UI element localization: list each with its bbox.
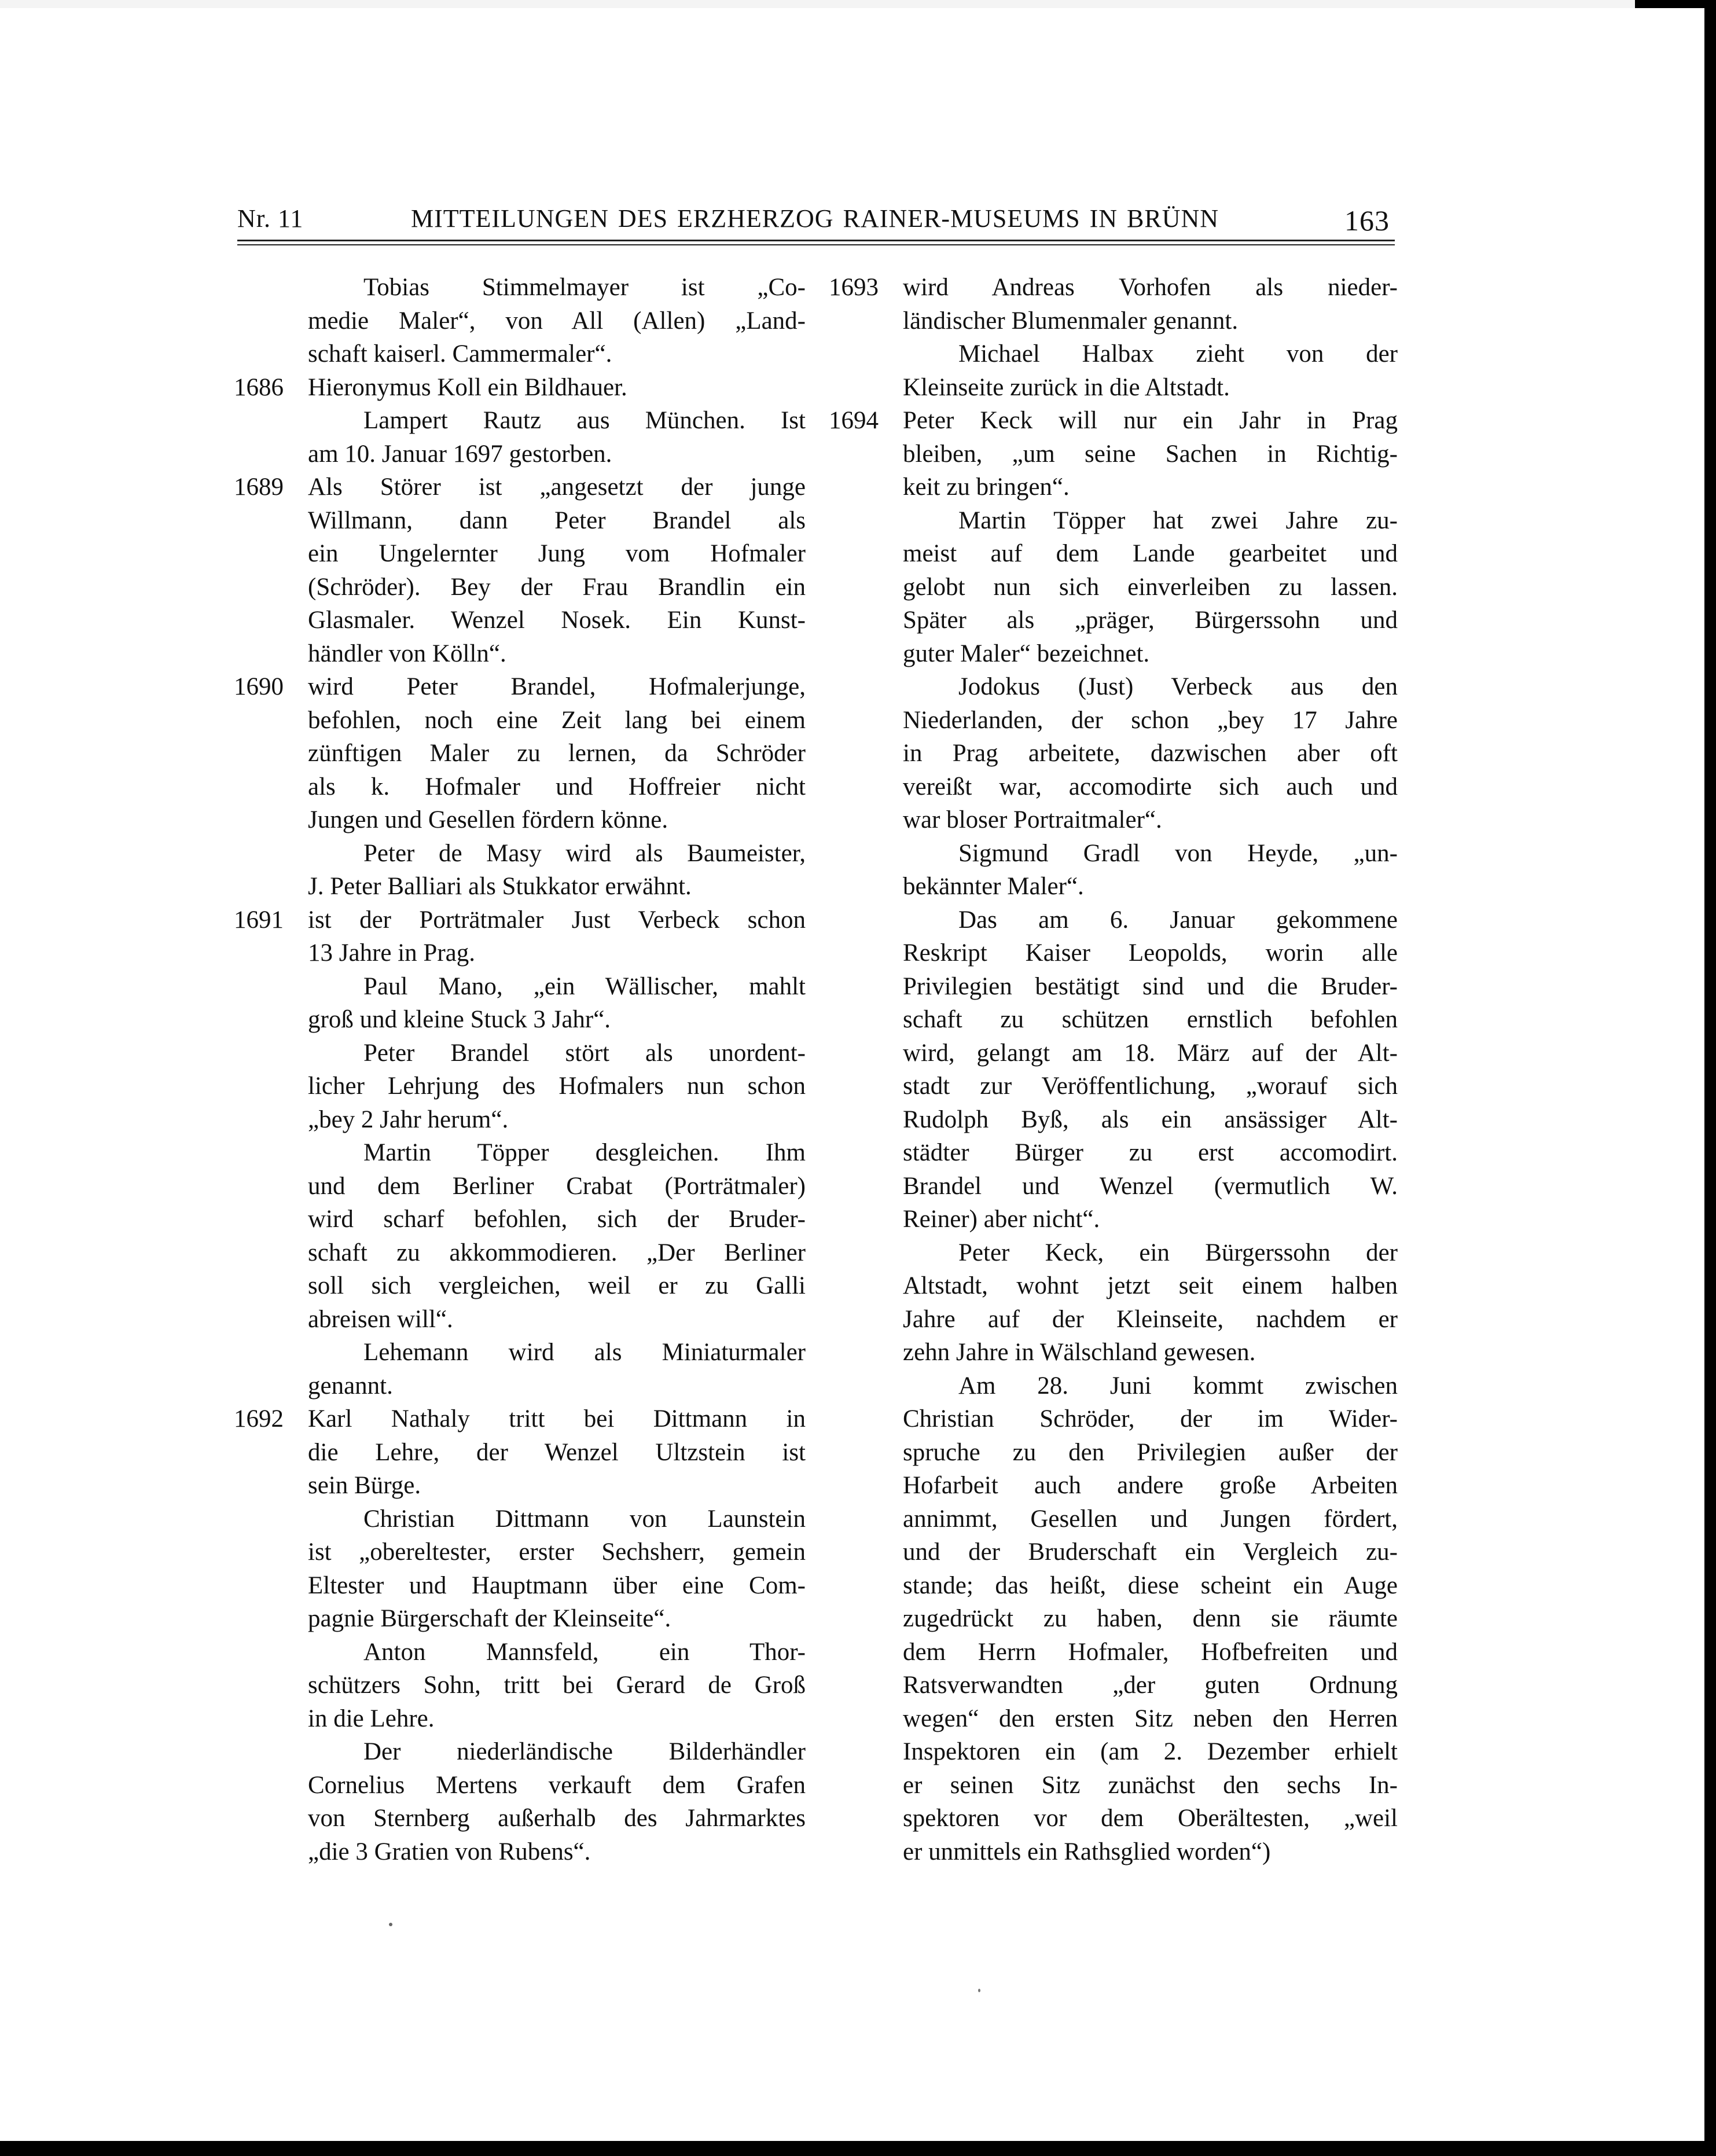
text-line: zehn Jahre in Wälschland gewesen. [903, 1339, 1256, 1366]
text-line: Jungen und Gesellen fördern könne. [308, 806, 668, 833]
text-line: in Prag arbeitete, dazwischen aber oft [903, 740, 1398, 767]
text-line: Sigmund Gradl von Heyde, „un- [958, 839, 1398, 867]
text-line: Martin Töpper hat zwei Jahre zu- [958, 506, 1398, 534]
right-column [829, 271, 1398, 1868]
text-line: wegen“ den ersten Sitz neben den Herren [903, 1705, 1398, 1732]
text-entry [308, 1503, 806, 1636]
left-column [234, 271, 806, 1868]
text-line: genannt. [308, 1372, 393, 1400]
header-rule [237, 240, 1395, 245]
text-line: Ratsverwandten „der guten Ordnung [903, 1672, 1398, 1699]
year-marker: 1686 [234, 373, 284, 401]
text-entry [903, 1236, 1398, 1369]
text-entry [234, 670, 806, 837]
text-line: Lampert Rautz aus München. Ist [363, 407, 806, 434]
text-line: soll sich vergleichen, weil er zu Galli [308, 1272, 806, 1299]
text-line: ist der Porträtmaler Just Verbeck schon [308, 906, 806, 934]
text-entry [829, 271, 1398, 337]
text-line: Cornelius Mertens verkauft dem Grafen [308, 1771, 806, 1799]
scan-speck [978, 1989, 980, 1992]
text-line: groß und kleine Stuck 3 Jahr“. [308, 1006, 611, 1033]
text-line: Christian Schröder, der im Wider- [903, 1405, 1398, 1433]
text-line: in die Lehre. [308, 1705, 435, 1732]
text-line: und der Bruderschaft ein Vergleich zu- [903, 1538, 1398, 1566]
text-line: wird, gelangt am 18. März auf der Alt- [903, 1039, 1398, 1067]
text-entry [234, 471, 806, 670]
text-line: Hofarbeit auch andere große Arbeiten [903, 1472, 1398, 1499]
text-line: und dem Berliner Crabat (Porträtmaler) [308, 1172, 806, 1200]
text-line: keit zu bringen“. [903, 473, 1070, 501]
year-marker: 1690 [234, 673, 284, 700]
journal-title: MITTEILUNGEN DES ERZHERZOG RAINER-MUSEUMS IN BRÜNN [411, 204, 1219, 233]
year-marker: 1694 [829, 407, 879, 434]
text-line: Das am 6. Januar gekommene [958, 906, 1398, 934]
text-line: annimmt, Gesellen und Jungen fördert, [903, 1505, 1398, 1533]
text-line: händler von Kölln“. [308, 640, 506, 667]
text-entry [308, 1735, 806, 1868]
text-line: ländischer Blumenmaler genannt. [903, 307, 1239, 335]
text-line: meist auf dem Lande gearbeitet und [903, 540, 1398, 567]
text-entry [234, 371, 806, 405]
text-entry [903, 337, 1398, 404]
text-line: zünftigen Maler zu lernen, da Schröder [308, 740, 806, 767]
text-line: Paul Mano, „ein Wällischer, mahlt [363, 972, 806, 1000]
text-line: 13 Jahre in Prag. [308, 939, 475, 967]
year-marker: 1692 [234, 1405, 284, 1433]
text-line: städter Bürger zu erst accomodirt. [903, 1139, 1398, 1166]
scan-speck [389, 1923, 392, 1926]
text-line: Michael Halbax zieht von der [958, 340, 1398, 368]
text-line: war bloser Portraitmaler“. [903, 806, 1162, 833]
text-line: Niederlanden, der schon „bey 17 Jahre [903, 706, 1398, 734]
text-line: Tobias Stimmelmayer ist „Co- [363, 274, 806, 301]
text-entry [308, 404, 806, 471]
issue-number: Nr. 11 [237, 204, 304, 233]
text-line: wird Peter Brandel, Hofmalerjunge, [308, 673, 806, 700]
text-line: Lehemann wird als Miniaturmaler [363, 1339, 806, 1366]
text-entry [903, 903, 1398, 1236]
text-line: am 10. Januar 1697 gestorben. [308, 440, 612, 468]
year-marker: 1691 [234, 906, 284, 934]
text-line: zugedrückt zu haben, denn sie räumte [903, 1605, 1398, 1632]
text-line: schützers Sohn, tritt bei Gerard de Groß [308, 1672, 806, 1699]
text-line: schaft zu schützen ernstlich befohlen [903, 1006, 1398, 1033]
year-marker: 1689 [234, 473, 284, 501]
text-line: guter Maler“ bezeichnet. [903, 640, 1150, 667]
text-entry [903, 837, 1398, 903]
text-line: „die 3 Gratien von Rubens“. [308, 1838, 591, 1865]
text-line: Der niederländische Bilderhändler [363, 1738, 806, 1765]
text-line: Kleinseite zurück in die Altstadt. [903, 373, 1230, 401]
scan-bottom-edge [0, 2141, 1716, 2156]
year-marker: 1693 [829, 274, 879, 301]
text-line: medie Maler“, von All (Allen) „Land- [308, 307, 806, 335]
text-entry [903, 1369, 1398, 1869]
text-line: schaft kaiserl. Cammermaler“. [308, 340, 612, 368]
text-line: Christian Dittmann von Launstein [363, 1505, 806, 1533]
text-line: Anton Mannsfeld, ein Thor- [363, 1638, 806, 1666]
text-line: abreisen will“. [308, 1305, 453, 1333]
text-line: Peter Brandel stört als unordent- [363, 1039, 806, 1067]
text-line: von Sternberg außerhalb des Jahrmarktes [308, 1805, 806, 1832]
text-entry [308, 1636, 806, 1736]
text-entry [829, 404, 1398, 504]
text-entry [308, 970, 806, 1037]
text-line: licher Lehrjung des Hofmalers nun schon [308, 1073, 806, 1100]
text-line: gelobt nun sich einverleiben zu lassen. [903, 573, 1398, 601]
text-entry [234, 903, 806, 970]
text-line: Am 28. Juni kommt zwischen [958, 1372, 1398, 1400]
text-line: stadt zur Veröffentlichung, „worauf sich [903, 1073, 1398, 1100]
text-line: Inspektoren ein (am 2. Dezember erhielt [903, 1738, 1398, 1765]
text-line: wird scharf befohlen, sich der Bruder- [308, 1206, 806, 1233]
text-entry [308, 1336, 806, 1402]
scan-right-edge [1704, 0, 1716, 2156]
text-entry [903, 504, 1398, 671]
text-line: J. Peter Balliari als Stukkator erwähnt. [308, 873, 692, 900]
scan-top-edge [0, 0, 1716, 8]
text-entry [308, 1136, 806, 1336]
scan-corner [1635, 0, 1716, 8]
text-line: er unmittels ein Rathsglied worden“) [903, 1838, 1271, 1865]
text-line: stande; das heißt, diese scheint ein Auge [903, 1571, 1398, 1599]
text-line: Später als „präger, Bürgerssohn und [903, 607, 1398, 634]
text-line: bekännter Maler“. [903, 873, 1084, 900]
text-line: Martin Töpper desgleichen. Ihm [363, 1139, 806, 1166]
text-line: ist „obereltester, erster Sechsherr, gemein [308, 1538, 806, 1566]
text-line: sein Bürge. [308, 1472, 421, 1499]
text-line: Altstadt, wohnt jetzt seit einem halben [903, 1272, 1398, 1299]
text-entry [234, 1402, 806, 1503]
text-line: Eltester und Hauptmann über eine Com- [308, 1571, 806, 1599]
text-line: Peter Keck, ein Bürgerssohn der [958, 1239, 1398, 1266]
text-line: Peter de Masy wird als Baumeister, [363, 839, 806, 867]
text-line: dem Herrn Hofmaler, Hofbefreiten und [903, 1638, 1398, 1666]
text-entry [903, 670, 1398, 837]
text-line: als k. Hofmaler und Hoffreier nicht [308, 773, 806, 800]
page-number: 163 [1344, 204, 1390, 237]
text-line: Brandel und Wenzel (vermutlich W. [903, 1172, 1398, 1200]
text-line: Peter Keck will nur ein Jahr in Prag [903, 407, 1398, 434]
text-line: Als Störer ist „angesetzt der junge [308, 473, 806, 501]
text-line: Jahre auf der Kleinseite, nachdem er [903, 1305, 1398, 1333]
text-line: Glasmaler. Wenzel Nosek. Ein Kunst- [308, 607, 806, 634]
text-line: spruche zu den Privilegien außer der [903, 1438, 1398, 1466]
text-line: wird Andreas Vorhofen als nieder- [903, 274, 1398, 301]
text-line: Reskript Kaiser Leopolds, worin alle [903, 939, 1398, 967]
text-line: Reiner) aber nicht“. [903, 1206, 1100, 1233]
text-line: Jodokus (Just) Verbeck aus den [958, 673, 1398, 700]
text-line: Karl Nathaly tritt bei Dittmann in [308, 1405, 806, 1433]
text-line: (Schröder). Bey der Frau Brandlin ein [308, 573, 806, 601]
text-line: spektoren vor dem Oberältesten, „weil [903, 1805, 1398, 1832]
text-line: „bey 2 Jahr herum“. [308, 1105, 509, 1133]
text-line: ein Ungelernter Jung vom Hofmaler [308, 540, 806, 567]
text-line: befohlen, noch eine Zeit lang bei einem [308, 706, 806, 734]
text-line: Hieronymus Koll ein Bildhauer. [308, 373, 627, 401]
text-entry [308, 1037, 806, 1137]
text-entry [308, 837, 806, 903]
text-line: pagnie Bürgerschaft der Kleinseite“. [308, 1605, 671, 1632]
text-line: Privilegien bestätigt sind und die Bruder- [903, 972, 1398, 1000]
running-header [237, 198, 1398, 238]
text-line: bleiben, „um seine Sachen in Richtig- [903, 440, 1398, 468]
text-line: schaft zu akkommodieren. „Der Berliner [308, 1239, 806, 1266]
text-line: Willmann, dann Peter Brandel als [308, 506, 806, 534]
text-line: vereißt war, accomodirte sich auch und [903, 773, 1398, 800]
text-line: er seinen Sitz zunächst den sechs In- [903, 1771, 1398, 1799]
text-line: die Lehre, der Wenzel Ultzstein ist [308, 1438, 806, 1466]
text-line: Rudolph Byß, als ein ansässiger Alt- [903, 1105, 1398, 1133]
text-entry [308, 271, 806, 371]
